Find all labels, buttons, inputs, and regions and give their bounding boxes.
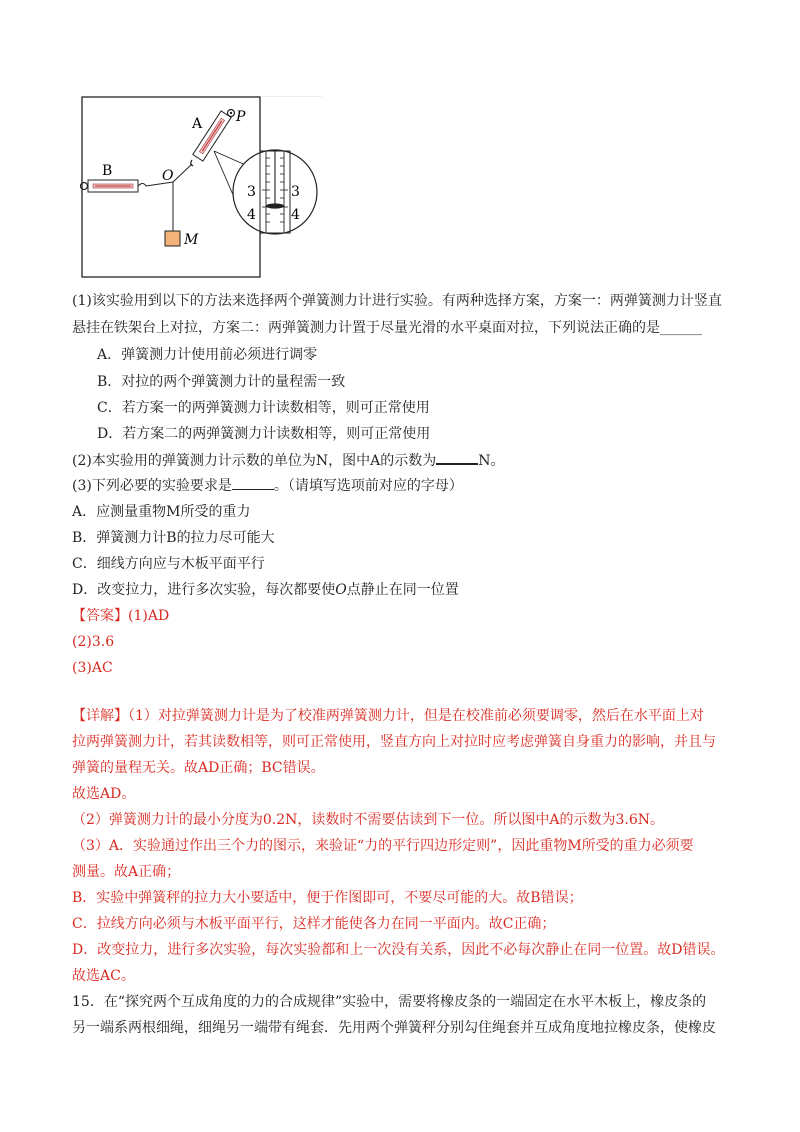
scale-label: 4 (247, 207, 256, 223)
q3-option-d-before: D．改变拉力，进行多次实验，每次都要使 (72, 582, 336, 598)
answer-1: (1)AD (128, 608, 170, 624)
explain-line7: 测量。故A正确； (72, 864, 181, 880)
q1-line1: (1)该实验用到以下的方法来选择两个弹簧测力计进行实验。有两种选择方案，方案一：两弹簧测力计竖直 (72, 293, 722, 309)
q1-option-b: B．对拉的两个弹簧测力计的量程需一致 (97, 374, 346, 390)
pointer (266, 203, 284, 208)
weight-m (165, 231, 180, 246)
answer-blank (232, 476, 274, 490)
explain-tag: 【详解】 (72, 708, 128, 724)
label-m: M (184, 232, 199, 248)
explain-line10: D．改变拉力，进行多次实验，每次实验都和上一次没有关系，因此不必每次静止在同一位置。故D错误。 (72, 942, 725, 958)
answer-line1 (72, 606, 169, 626)
label-a: A (192, 116, 203, 132)
q3-option-a: A．应测量重物M所受的重力 (72, 504, 251, 520)
answer-2: (2)3.6 (72, 634, 115, 650)
scale-label: 3 (291, 184, 300, 200)
q3-option-d-ital: O (335, 582, 347, 598)
q3-stem-before: (3)下列必要的实验要求是 (72, 478, 232, 494)
q15-line2: 另一端系两根细绳，细绳另一端带有绳套．先用两个弹簧秤分别勾住绳套并互成角度地拉橡皮条，使橡皮 (72, 1020, 716, 1036)
q2-line (72, 450, 504, 471)
q1-line2: 悬挂在铁架台上对拉，方案二：两弹簧测力计置于尽量光滑的水平桌面对拉，下列说法正确的是______ (72, 320, 702, 336)
scale-label: 4 (291, 207, 300, 223)
q3-stem-after: 。（请填写选项前对应的字母） (273, 478, 463, 494)
explain-line3: 弹簧的量程无关。故AD正确；BC错误。 (72, 760, 325, 776)
explain-line9: C．拉线方向必须与木板平面平行，这样才能使各力在同一平面内。故C正确； (72, 916, 556, 932)
answer-3: (3)AC (72, 660, 113, 676)
q3-option-d-after: 点静止在同一位置 (346, 582, 459, 598)
q2-after: N。 (478, 453, 505, 469)
q1-option-a: A．弹簧测力计使用前必须进行调零 (97, 347, 318, 363)
explain-line1 (72, 706, 704, 726)
label-o: O (162, 168, 174, 184)
experiment-figure (80, 96, 322, 280)
explain-line8: B．实验中弹簧秤的拉力大小要适中，便于作图即可，不要尽可能的大。故B错误； (72, 890, 583, 906)
explain-line2: 拉两弹簧测力计，若其读数相等，则可正常使用，竖直方向上对拉时应考虑弹簧自身重力的影响，并且与 (72, 734, 716, 750)
q3-stem (72, 476, 463, 496)
explain-line11: 故选AC。 (72, 968, 135, 984)
q2-before: (2)本实验用的弹簧测力计示数的单位为N，图中A的示数为 (72, 453, 437, 469)
answer-blank (436, 450, 478, 465)
q15-line1: 15．在“探究两个互成角度的力的合成规律”实验中，需要将橡皮条的一端固定在水平木板上，橡皮条的 (72, 994, 707, 1010)
explain-line4: 故选AD。 (72, 786, 136, 802)
explain-line6: （3）A．实验通过作出三个力的图示，来验证“力的平行四边形定则”，因此重物M所受的重力必须要 (72, 838, 694, 854)
explain-text: （1）对拉弹簧测力计是为了校准两弹簧测力计，但是在校准前必须要调零，然后在水平面上对 (128, 708, 704, 724)
label-b: B (102, 163, 113, 179)
answer-tag: 【答案】 (72, 608, 128, 624)
explain-line5: （2）弹簧测力计的最小分度为0.2N，读数时不需要估读到下一位。所以图中A的示数为3.6N。 (72, 812, 665, 828)
q3-option-d (72, 580, 459, 600)
label-p: P (236, 109, 246, 125)
scale-label: 3 (247, 184, 256, 200)
q1-option-d: D．若方案二的两弹簧测力计读数相等，则可正常使用 (97, 426, 431, 442)
q3-option-b: B．弹簧测力计B的拉力尽可能大 (72, 530, 275, 546)
q1-option-c: C．若方案一的两弹簧测力计读数相等，则可正常使用 (97, 400, 430, 416)
q3-option-c: C．细线方向应与木板平面平行 (72, 556, 265, 572)
